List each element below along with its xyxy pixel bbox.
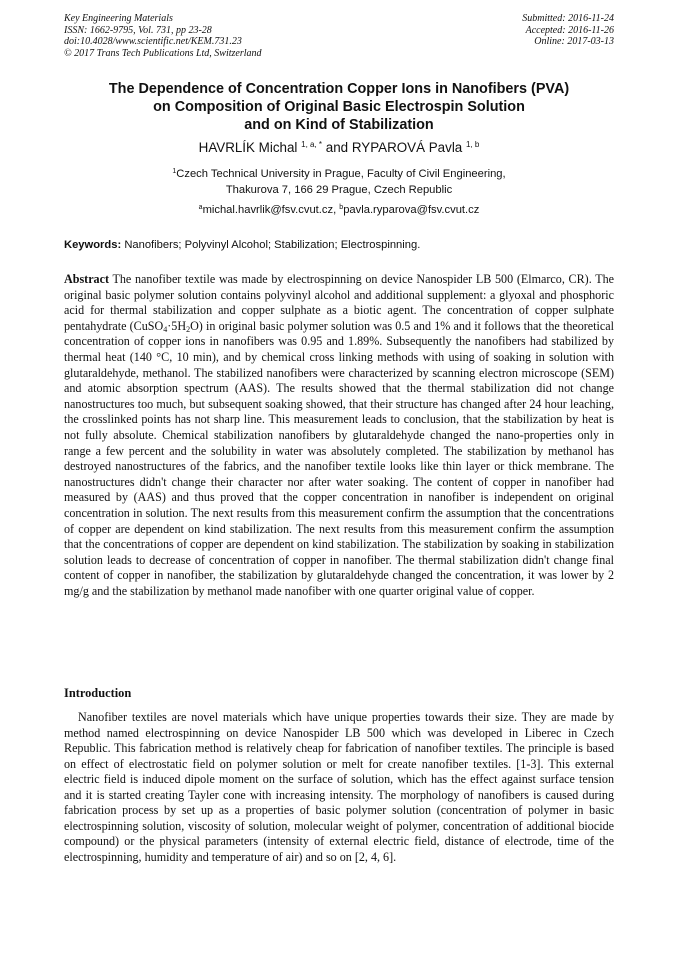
author-havrlik-affil: 1, a, *: [301, 140, 323, 149]
title-line-1: The Dependence of Concentration Copper Ions in Nanofibers (PVA): [108, 81, 570, 97]
affiliation-line-1: [40, 166, 638, 182]
formula-sub-2: 2: [186, 324, 191, 334]
keywords-text: Nanofibers; Polyvinyl Alcohol; Stabilization; Electrospinning.: [124, 239, 421, 251]
title-line-2: on Composition of Original Basic Electrospin Solution: [153, 99, 525, 115]
affiliation-line-2: Thakurova 7, 166 29 Prague, Czech Republic: [225, 184, 453, 196]
abstract-paragraph: [64, 272, 614, 599]
keywords: [64, 237, 624, 253]
journal-copyright: © 2017 Trans Tech Publications Ltd, Switzerland: [64, 47, 262, 59]
submitted-date: Submitted: 2016-11-24: [522, 13, 614, 24]
formula-sub-4: 4: [163, 324, 168, 334]
title-line-3: and on Kind of Stabilization: [244, 117, 434, 133]
journal-name: Key Engineering Materials: [64, 13, 173, 24]
affiliation-institution: Czech Technical University in Prague, Faculty of Civil Engineering,: [176, 168, 506, 180]
introduction-paragraph: Nanofiber textiles are novel materials which have unique properties towards their size. They are made by method named electrospinning on device Nanospider LB 500 which was developed in Liberec in Czech Republic. This fabrication method is relatively cheap for fabrication of nanofiber textiles. The principle is based on effect of electrostatic field on polymer solution or melt for create nanofiber textiles. [1-3]. This external electric field is induced dipole moment on the surface of solution, which has the effect against surface tension and it is started creating Tayler cone with increasing intensity. The morphology of nanofibers is caused during fabrication process by set up as a properties of basic polymer solution (concentration of polymer in basic electrospinning solution, viscosity of solution, molecular weight of polymer, concentration of additional biocide compound) or the physical parameters (intensity of external electric field, distance of electrode, time of the electrospinning, humidity and temperature of air) and so on [2, 4, 6].: [64, 710, 614, 864]
affiliation-marker: 1: [172, 168, 177, 175]
accepted-date: Accepted: 2016-11-26: [525, 24, 614, 36]
abstract-label: Abstract: [64, 272, 110, 286]
author-emails: [40, 202, 638, 218]
submission-dates: [522, 13, 614, 48]
introduction-heading: Introduction: [64, 686, 132, 700]
paper-title: [40, 80, 638, 134]
journal-info: [64, 13, 262, 59]
online-date: Online: 2017-03-13: [534, 36, 614, 48]
author-havrlik: HAVRLÍK Michal: [198, 140, 298, 155]
author-conjunction: and: [325, 140, 349, 155]
journal-issn: ISSN: 1662-9795, Vol. 731, pp 23-28: [64, 24, 212, 36]
author-ryparova: RYPAROVÁ Pavla: [351, 140, 463, 155]
email-ryparova[interactable]: pavla.ryparova@fsv.cvut.cz: [343, 204, 480, 216]
abstract-text-2: O) in original basic polymer solution was 0.5 and 1% and it follows that the theoretical concentration of copper ions in nanofibers was 0.95 and 1.89%. Subsequently the nanofibers had stabilized by thermal heat (140 °C, 10 min), and by chemical cross linking methods with using of soaking in solution with glutaraldehyde, methanol. The stabilized nanofibers were characterized by scanning electron microscope (SEM) and atomic absorption spectrum (AAS). The results showed that the thermal stabilization did not change nanostructures too much, but subsequent soaking showed, that their structure has changed after 24 hour leaching, the crosslinked points has not sharp line. This measurement leads to conclusion, that the stabilization by heat is not fully absolute. Chemical stabilization nanofibers by glutaraldehyde changed the nano-properties only in range a few percent and the solubility in water was absolutely completed. The stabilization by methanol has destroyed nanostructures of the fabrics, and the nanofiber textile looks like thin layer or thick membrane. The nanostructures didn't change their character nor after water soaking. The content of copper in nanofiber had measured by (AAS) and thus proved that the copper concentration in nanofiber is independent on original concentration in solution. The next results from this measurement confirm the assumption that the concentrations of copper are dependent on kind stabilization. The next results from this measurement confirm the assumption that the concentrations of copper are dependent on kind stabilization. The stabilization by soaking in stabilization solution leads to decrease of concentration of copper in nanofiber. The thermal stabilization didn't change final content of copper in nanofiber, the stabilization by glutaraldehyde changed the concentration, it was lower by 2 mg/g and the stabilization by methanol made nanofiber with one quarter original value of copper.: [64, 318, 614, 598]
email-b-marker: b: [339, 204, 344, 211]
author-ryparova-affil: 1, b: [465, 140, 480, 149]
keywords-label: Keywords:: [64, 239, 122, 251]
author-list: [40, 139, 638, 157]
formula-mid: ·5H: [167, 318, 187, 333]
journal-doi[interactable]: doi:10.4028/www.scientific.net/KEM.731.23: [64, 36, 242, 48]
affiliation: [40, 166, 638, 198]
email-havrlik[interactable]: michal.havrlik@fsv.cvut.cz,: [202, 204, 337, 216]
email-a-marker: a: [198, 204, 203, 211]
abstract-text-1: The nanofiber textile was made by electrospinning on device Nanospider LB 500 (Elmarco, CR). The original basic polymer solution contains polyvinyl alcohol and additional supplement: a glyoxal and phosphoric acid for thermal stabilization and copper sulphate as a biotic agent. The concentration of copper sulphate pentahydrate (CuSO: [64, 272, 614, 333]
